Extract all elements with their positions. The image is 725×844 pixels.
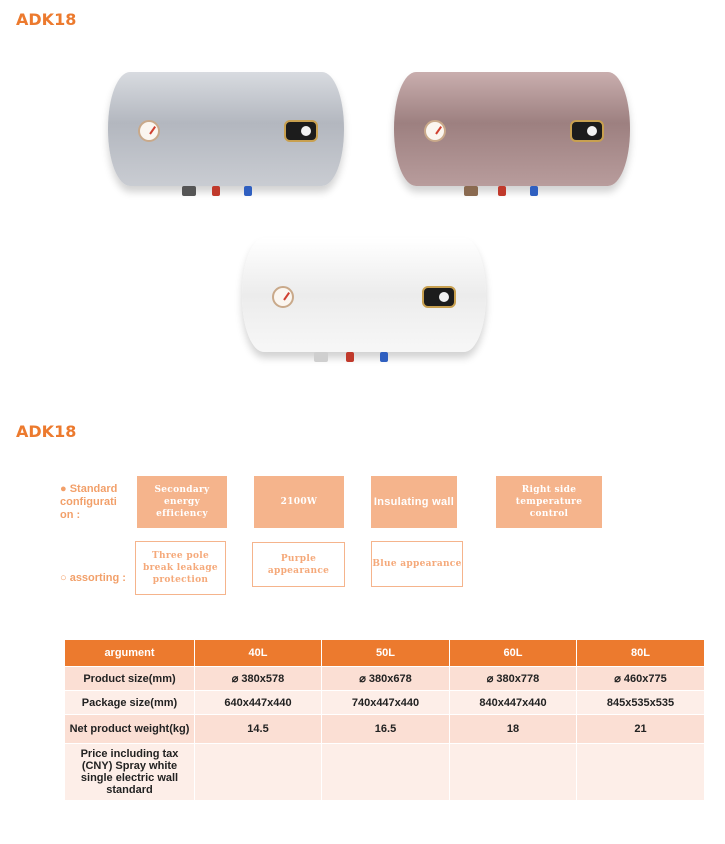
table-row [65,691,705,715]
table-row [65,715,705,744]
row-label: Product size(mm) [65,667,195,691]
cell-value: ⌀ 380x778 [450,667,577,691]
water-heater-white-image [242,238,486,368]
cell-value: 640x447x440 [195,691,322,715]
assorting-label: ○ assorting : [60,572,126,584]
cell-value [195,744,322,801]
cold-water-pipe-icon [530,186,538,196]
header-80l: 80L [577,640,705,667]
thermometer-gauge-icon [272,286,294,308]
hot-water-pipe-icon [498,186,506,196]
assorting-item-leakage-protection: Three pole break leakage protection [135,541,226,595]
water-heater-purple-image [394,72,630,202]
standard-item-power: 2100W [254,476,344,528]
cell-value: 845x535x535 [577,691,705,715]
water-heater-silver-image [108,72,344,202]
table-row [65,667,705,691]
assorting-item-blue: Blue appearance [371,541,463,587]
cell-value: ⌀ 460x775 [577,667,705,691]
page-title-mid: ADK18 [16,422,77,441]
row-label: Net product weight(kg) [65,715,195,744]
header-40l: 40L [195,640,322,667]
standard-item-temperature-control: Right side temperature control [496,476,602,528]
cell-value [450,744,577,801]
page-title-top: ADK18 [16,10,77,29]
header-50l: 50L [322,640,450,667]
cell-value: 840x447x440 [450,691,577,715]
row-label: Price including tax (CNY) Spray white single electric wall standard [65,744,195,801]
cell-value: ⌀ 380x678 [322,667,450,691]
cold-water-pipe-icon [380,352,388,362]
thermometer-gauge-icon [138,120,160,142]
row-label: Package size(mm) [65,691,195,715]
outlet-pipe-icon [182,186,196,196]
thermometer-gauge-icon [424,120,446,142]
standard-config-label: ● Standard configurati on : [60,483,118,521]
cold-water-pipe-icon [244,186,252,196]
cell-value: 16.5 [322,715,450,744]
cell-value [322,744,450,801]
standard-item-efficiency: Secondary energy efficiency [137,476,227,528]
table-header-row [65,640,705,667]
control-knob-icon [422,286,456,308]
table-row [65,744,705,801]
cell-value: 18 [450,715,577,744]
control-knob-icon [284,120,318,142]
assorting-item-purple: Purple appearance [252,542,345,587]
header-argument: argument [65,640,195,667]
spec-table [64,639,705,801]
hot-water-pipe-icon [212,186,220,196]
cell-value: 14.5 [195,715,322,744]
control-knob-icon [570,120,604,142]
hot-water-pipe-icon [346,352,354,362]
cell-value: ⌀ 380x578 [195,667,322,691]
cell-value [577,744,705,801]
outlet-pipe-icon [464,186,478,196]
cell-value: 740x447x440 [322,691,450,715]
standard-item-insulating-wall: Insulating wall [371,476,457,528]
outlet-pipe-icon [314,352,328,362]
cell-value: 21 [577,715,705,744]
header-60l: 60L [450,640,577,667]
